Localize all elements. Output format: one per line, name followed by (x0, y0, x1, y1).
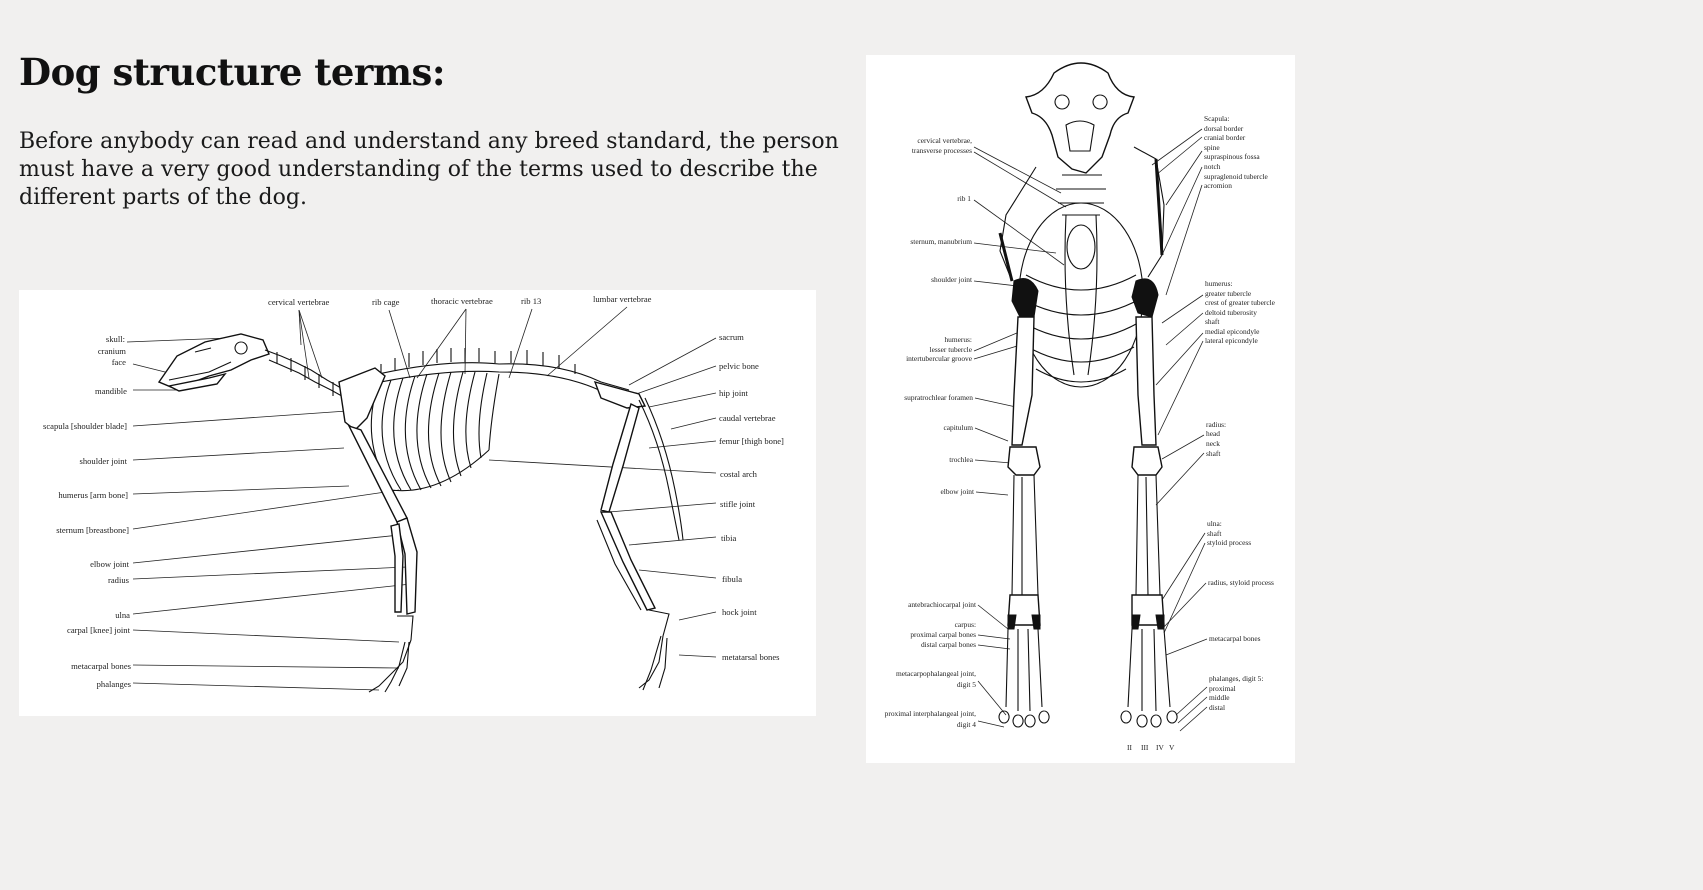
label-ulna-shaft: shaft (1207, 529, 1222, 538)
label-proximal: proximal (1209, 684, 1236, 693)
label-medial-epicondyle: medial epicondyle (1205, 327, 1260, 336)
label-sternum: sternum [breastbone] (56, 525, 129, 535)
label-shaft: shaft (1205, 317, 1220, 326)
front-skeleton-drawing (999, 63, 1177, 727)
label-carpus: carpus: (954, 620, 976, 629)
label-skull: skull: (105, 334, 125, 344)
label-middle: middle (1209, 693, 1230, 702)
label-supraspinous-fossa: supraspinous fossa (1204, 152, 1260, 161)
label-fibula: fibula (722, 574, 743, 584)
label-trochlea: trochlea (949, 455, 973, 464)
label-ulna: ulna (115, 610, 130, 620)
label-femur: femur [thigh bone] (719, 436, 784, 446)
label-metatarsal-bones: metatarsal bones (722, 652, 780, 662)
label-metacarpal-bones: metacarpal bones (1209, 634, 1261, 643)
label-greater-tubercle: greater tubercle (1205, 289, 1252, 298)
label-cervical-vertebrae: cervical vertebrae, (917, 136, 972, 145)
label-proximal-carpal-bones: proximal carpal bones (910, 630, 976, 639)
label-digit-5: digit 5 (956, 680, 976, 689)
page-title: Dog structure terms: (19, 50, 446, 94)
label-ulna: ulna: (1207, 519, 1222, 528)
front-view-skeleton-figure (866, 55, 1295, 763)
label-pelvic-bone: pelvic bone (719, 361, 759, 371)
front-view-diagram (866, 55, 1295, 763)
label-supratrochlear-foramen: supratrochlear foramen (904, 393, 973, 402)
digit-numerals (1127, 743, 1175, 752)
label-hip-joint: hip joint (719, 388, 748, 398)
label-metacarpal-bones: metacarpal bones (71, 661, 131, 671)
side-view-diagram (19, 290, 816, 716)
label-spine: spine (1204, 143, 1220, 152)
label-humerus: humerus: (944, 335, 972, 344)
label-scapula: scapula [shoulder blade] (43, 421, 127, 431)
label-supraglenoid-tubercle: supraglenoid tubercle (1204, 172, 1268, 181)
label-transverse-processes: transverse processes (911, 146, 972, 155)
label-caudal-vertebrae: caudal vertebrae (719, 413, 776, 423)
label-cervical-vertebrae: cervical vertebrae (268, 297, 330, 307)
label-rib-cage: rib cage (372, 297, 400, 307)
label-shoulder-joint: shoulder joint (79, 456, 127, 466)
humerus-labels (1205, 279, 1276, 345)
label-phalanges: phalanges (96, 679, 131, 689)
phalanges-labels (1209, 674, 1263, 712)
label-radius-shaft: shaft (1206, 449, 1221, 458)
label-hock-joint: hock joint (722, 607, 757, 617)
label-notch: notch (1204, 162, 1221, 171)
label-digit-iv: IV (1156, 743, 1164, 752)
label-head: head (1206, 429, 1220, 438)
label-sacrum: sacrum (719, 332, 744, 342)
label-sternum-manubrium: sternum, manubrium (910, 237, 972, 246)
label-proximal-interphalangeal-joint: proximal interphalangeal joint, (884, 709, 976, 718)
label-carpal-joint: carpal [knee] joint (67, 625, 130, 635)
label-lesser-tubercle: lesser tubercle (929, 345, 972, 354)
label-elbow-joint: elbow joint (940, 487, 974, 496)
label-radius: radius (107, 575, 129, 585)
label-distal-carpal-bones: distal carpal bones (920, 640, 976, 649)
side-skeleton-drawing (159, 334, 683, 692)
label-costal-arch: costal arch (720, 469, 757, 479)
radius-labels (1206, 420, 1226, 458)
side-view-skeleton-figure (19, 290, 816, 716)
label-acromion: acromion (1204, 181, 1232, 190)
label-rib-13: rib 13 (521, 296, 542, 306)
front-leader-lines (974, 129, 1207, 731)
label-antebrachiocarpal-joint: antebrachiocarpal joint (908, 600, 976, 609)
label-scapula: Scapula: (1204, 114, 1230, 123)
label-digit-4: digit 4 (956, 720, 976, 729)
label-tibia: tibia (721, 533, 737, 543)
label-rib-1: rib 1 (957, 194, 971, 203)
label-digit-ii: II (1127, 743, 1132, 752)
label-radius-styloid-process: radius, styloid process (1208, 578, 1274, 587)
label-humerus: humerus [arm bone] (58, 490, 128, 500)
label-dorsal-border: dorsal border (1204, 124, 1244, 133)
label-cranial-border: cranial border (1204, 133, 1246, 142)
intro-paragraph: Before anybody can read and understand any breed standard, the person must have a very good understanding of the terms used to describe the different parts of the dog. (19, 129, 839, 210)
label-deltoid-tuberosity: deltoid tuberosity (1205, 308, 1257, 317)
label-styloid-process: styloid process (1207, 538, 1252, 547)
label-radius: radius: (1206, 420, 1227, 429)
label-face: face (111, 357, 126, 367)
label-cranium: cranium (97, 346, 126, 356)
label-metacarpophalangeal-joint: metacarpophalangeal joint, (895, 669, 976, 678)
label-neck: neck (1206, 439, 1220, 448)
label-digit-v: V (1169, 743, 1175, 752)
label-digit-iii: III (1141, 743, 1149, 752)
label-capitulum: capitulum (943, 423, 973, 432)
label-crest-greater-tubercle: crest of greater tubercle (1205, 298, 1275, 307)
ulna-labels (1207, 519, 1251, 547)
label-thoracic-vertebrae: thoracic vertebrae (431, 296, 493, 306)
label-mandible: mandible (95, 386, 127, 396)
label-distal: distal (1209, 703, 1226, 712)
label-intertubercular-groove: intertubercular groove (906, 354, 972, 363)
label-elbow-joint: elbow joint (90, 559, 129, 569)
label-humerus-right: humerus: (1205, 279, 1233, 288)
scapula-labels (1204, 114, 1269, 190)
label-lumbar-vertebrae: lumbar vertebrae (593, 294, 652, 304)
label-lateral-epicondyle: lateral epicondyle (1205, 336, 1258, 345)
label-shoulder-joint: shoulder joint (931, 275, 972, 284)
label-phalanges-digit-5: phalanges, digit 5: (1209, 674, 1264, 683)
label-stifle-joint: stifle joint (720, 499, 756, 509)
